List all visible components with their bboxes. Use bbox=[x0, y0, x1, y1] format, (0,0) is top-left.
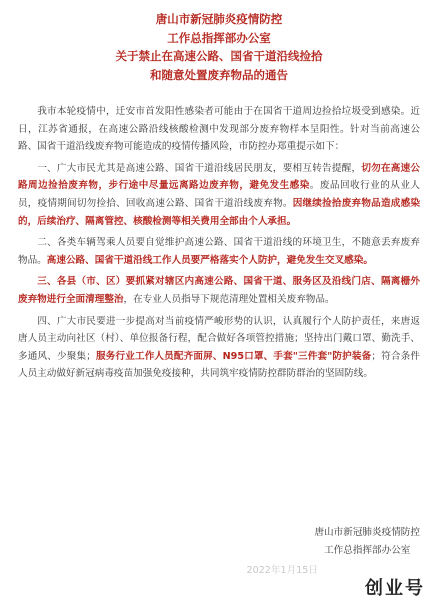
paragraph-item-2 bbox=[18, 234, 420, 269]
title-line-2: 工作总指挥部办公室 bbox=[167, 30, 271, 45]
title-line-1: 唐山市新冠肺炎疫情防控 bbox=[155, 12, 283, 26]
paragraph-intro: 我市本轮疫情中，迁安市首发阳性感染者可能由于在国省干道周边捡拾垃圾受到感染。近日，江苏省通报，在高速公路沿线核酸检测中发现部分废弃物样本呈阳性。针对当前高速公路、国省干道沿线废弃物可能造成的疫情传播风险，市防控办郑重提示如下： bbox=[18, 106, 420, 153]
item-4-text-c: ；符合条件人员主动做好新冠病毒疫苗加强免疫接种，共同筑牢疫情防控群防群治的坚固防线。 bbox=[18, 350, 420, 380]
watermark-text: 创业号 bbox=[365, 578, 425, 599]
item-1-text-a: 一、广大市民尤其是高速公路、国省干道沿线居民朋友，要相互转告提醒， bbox=[37, 162, 362, 174]
item-1-text-b: 切勿在高速公路周边捡拾废弃物，步行途中尽量远离路边废弃物，避免发生感染 bbox=[18, 162, 421, 192]
signature-block bbox=[314, 524, 420, 560]
item-4-text-a: 四、广大市民要进一步提高对当前疫情严峻形势的认识，认真履行个人防护责任，来唐返唐人员主动向社区（村）、单位报备行程，配合做好各项管控措施；坚持出门戴口罩、勤洗手、多通风、少聚集； bbox=[18, 315, 420, 362]
title-line-3: 关于禁止在高速公路、国省干道沿线捡拾 bbox=[115, 49, 323, 63]
item-1-text-c: 。废品回收行业的从业人员，疫情期间切勿捡拾、回收高速公路、国省干道沿线废弃物。 bbox=[18, 180, 421, 209]
item-2-text-b: 高速公路、国省干道沿线工作人员要严格落实个人防护，避免发生交叉感染。 bbox=[46, 254, 373, 266]
item-3-text-a: 三、各县（市、区）要抓紧对辖区内高速公路、国省干道、服务区及沿线门店、隔离栅外废弃物进行全面清理整治 bbox=[18, 276, 420, 305]
paragraph-item-3 bbox=[18, 273, 420, 308]
paragraph-item-1 bbox=[18, 160, 420, 230]
item-3-text-b: ，在专业人员指导下规范清理处置相关废弃物品。 bbox=[123, 293, 335, 305]
signature-org-line-2: 工作总指挥部办公室 bbox=[324, 545, 411, 556]
signature-org-line-1: 唐山市新冠肺炎疫情防控 bbox=[314, 527, 420, 538]
watermark-logo bbox=[352, 574, 438, 600]
paragraph-item-4 bbox=[18, 313, 420, 383]
title-line-4: 和随意处置废弃物品的通告 bbox=[150, 67, 288, 82]
item-1-text-d: 因继续捡拾废弃物品造成感染的，后续治疗、隔离管控、核酸检测等相关费用全部由个人承担。 bbox=[18, 197, 421, 227]
item-2-text-a: 二、各类车辆驾乘人员要自觉维护高速公路、国省干道沿线的环境卫生，不随意丢弃废弃物品。 bbox=[18, 237, 420, 266]
item-4-text-b: 服务行业工作人员配齐面屏、N95口罩、手套"三件套"防护装备 bbox=[95, 350, 372, 362]
signature-date: 2022年1月15日 bbox=[246, 565, 318, 576]
notice-title bbox=[18, 10, 420, 84]
